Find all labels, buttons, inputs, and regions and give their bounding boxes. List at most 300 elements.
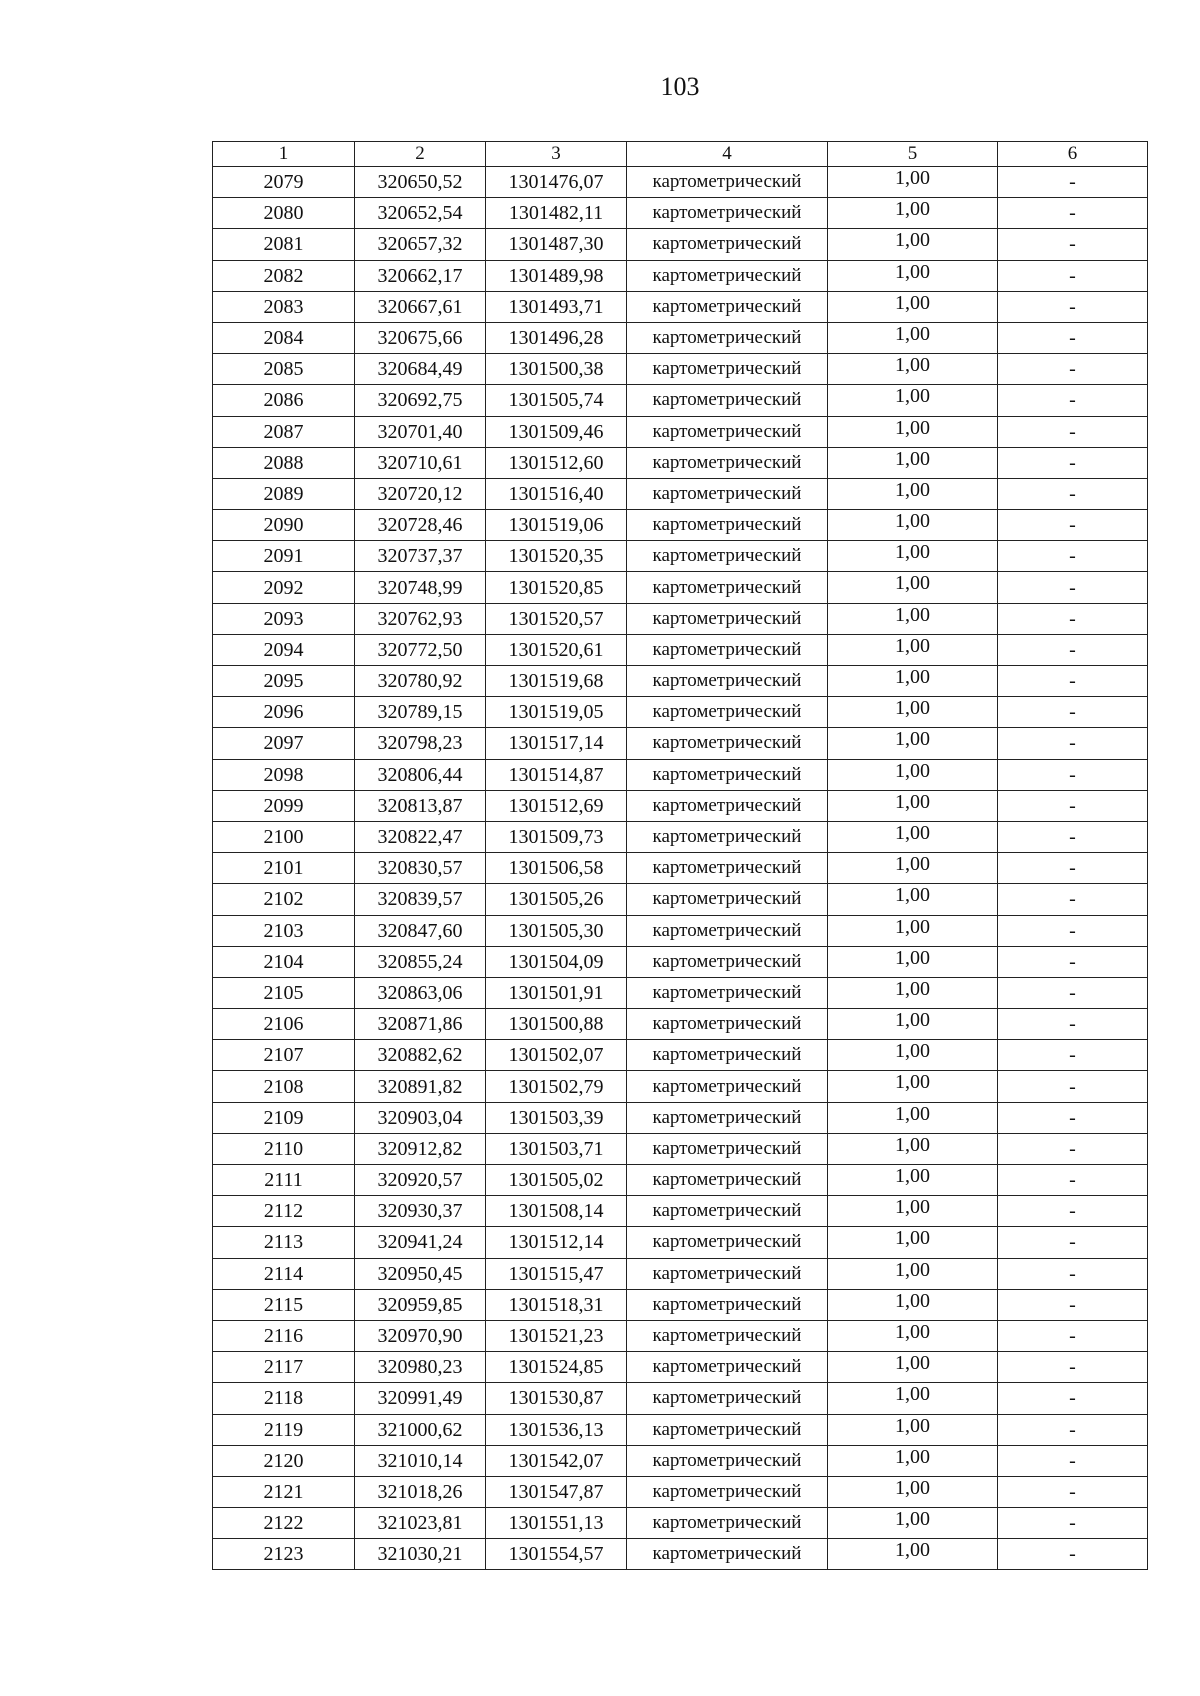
description-cell: - <box>998 1445 1148 1476</box>
description-cell: - <box>998 198 1148 229</box>
y-coordinate-cell: 1301512,14 <box>486 1227 627 1258</box>
column-header: 1 <box>213 142 355 167</box>
y-coordinate-cell: 1301520,35 <box>486 541 627 572</box>
x-coordinate-cell: 320652,54 <box>355 198 486 229</box>
x-coordinate-cell: 320830,57 <box>355 853 486 884</box>
accuracy-cell: 1,00 <box>828 1320 998 1351</box>
x-coordinate-cell: 320970,90 <box>355 1320 486 1351</box>
x-coordinate-cell: 320806,44 <box>355 759 486 790</box>
method-cell: картометрический <box>627 915 828 946</box>
x-coordinate-cell: 320941,24 <box>355 1227 486 1258</box>
description-cell: - <box>998 260 1148 291</box>
y-coordinate-cell: 1301514,87 <box>486 759 627 790</box>
table-row <box>213 1009 1148 1040</box>
table-row <box>213 478 1148 509</box>
accuracy-cell: 1,00 <box>828 1133 998 1164</box>
x-coordinate-cell: 320789,15 <box>355 697 486 728</box>
table-row <box>213 1071 1148 1102</box>
description-cell: - <box>998 728 1148 759</box>
y-coordinate-cell: 1301505,26 <box>486 884 627 915</box>
y-coordinate-cell: 1301517,14 <box>486 728 627 759</box>
x-coordinate-cell: 320762,93 <box>355 603 486 634</box>
x-coordinate-cell: 320748,99 <box>355 572 486 603</box>
method-cell: картометрический <box>627 1539 828 1570</box>
description-cell: - <box>998 634 1148 665</box>
point-number-cell: 2082 <box>213 260 355 291</box>
table-row <box>213 946 1148 977</box>
accuracy-cell: 1,00 <box>828 1165 998 1196</box>
y-coordinate-cell: 1301547,87 <box>486 1476 627 1507</box>
x-coordinate-cell: 320650,52 <box>355 167 486 198</box>
header-row <box>213 142 1148 167</box>
x-coordinate-cell: 320871,86 <box>355 1009 486 1040</box>
y-coordinate-cell: 1301551,13 <box>486 1508 627 1539</box>
point-number-cell: 2084 <box>213 322 355 353</box>
method-cell: картометрический <box>627 666 828 697</box>
description-cell: - <box>998 354 1148 385</box>
y-coordinate-cell: 1301512,69 <box>486 790 627 821</box>
y-coordinate-cell: 1301519,05 <box>486 697 627 728</box>
y-coordinate-cell: 1301503,39 <box>486 1102 627 1133</box>
point-number-cell: 2106 <box>213 1009 355 1040</box>
point-number-cell: 2109 <box>213 1102 355 1133</box>
x-coordinate-cell: 320772,50 <box>355 634 486 665</box>
table-row <box>213 634 1148 665</box>
x-coordinate-cell: 320959,85 <box>355 1289 486 1320</box>
x-coordinate-cell: 320701,40 <box>355 416 486 447</box>
table-row <box>213 1320 1148 1351</box>
table-row <box>213 167 1148 198</box>
y-coordinate-cell: 1301516,40 <box>486 478 627 509</box>
point-number-cell: 2092 <box>213 572 355 603</box>
accuracy-cell: 1,00 <box>828 229 998 260</box>
method-cell: картометрический <box>627 229 828 260</box>
table-row <box>213 1196 1148 1227</box>
accuracy-cell: 1,00 <box>828 821 998 852</box>
description-cell: - <box>998 1009 1148 1040</box>
accuracy-cell: 1,00 <box>828 728 998 759</box>
method-cell: картометрический <box>627 697 828 728</box>
x-coordinate-cell: 320662,17 <box>355 260 486 291</box>
method-cell: картометрический <box>627 977 828 1008</box>
accuracy-cell: 1,00 <box>828 510 998 541</box>
accuracy-cell: 1,00 <box>828 946 998 977</box>
description-cell: - <box>998 821 1148 852</box>
x-coordinate-cell: 320920,57 <box>355 1165 486 1196</box>
accuracy-cell: 1,00 <box>828 385 998 416</box>
description-cell: - <box>998 946 1148 977</box>
x-coordinate-cell: 320728,46 <box>355 510 486 541</box>
point-number-cell: 2085 <box>213 354 355 385</box>
accuracy-cell: 1,00 <box>828 416 998 447</box>
y-coordinate-cell: 1301515,47 <box>486 1258 627 1289</box>
description-cell: - <box>998 1383 1148 1414</box>
description-cell: - <box>998 759 1148 790</box>
table-row <box>213 1383 1148 1414</box>
table-row <box>213 1539 1148 1570</box>
column-header: 6 <box>998 142 1148 167</box>
method-cell: картометрический <box>627 572 828 603</box>
table-row <box>213 198 1148 229</box>
y-coordinate-cell: 1301520,57 <box>486 603 627 634</box>
table-row <box>213 1227 1148 1258</box>
point-number-cell: 2100 <box>213 821 355 852</box>
accuracy-cell: 1,00 <box>828 634 998 665</box>
accuracy-cell: 1,00 <box>828 198 998 229</box>
method-cell: картометрический <box>627 1352 828 1383</box>
point-number-cell: 2112 <box>213 1196 355 1227</box>
accuracy-cell: 1,00 <box>828 1227 998 1258</box>
description-cell: - <box>998 478 1148 509</box>
column-header: 2 <box>355 142 486 167</box>
accuracy-cell: 1,00 <box>828 915 998 946</box>
y-coordinate-cell: 1301554,57 <box>486 1539 627 1570</box>
accuracy-cell: 1,00 <box>828 1289 998 1320</box>
y-coordinate-cell: 1301519,06 <box>486 510 627 541</box>
table-row <box>213 510 1148 541</box>
accuracy-cell: 1,00 <box>828 1539 998 1570</box>
description-cell: - <box>998 572 1148 603</box>
table-row <box>213 447 1148 478</box>
x-coordinate-cell: 320863,06 <box>355 977 486 1008</box>
method-cell: картометрический <box>627 1476 828 1507</box>
x-coordinate-cell: 320667,61 <box>355 291 486 322</box>
point-number-cell: 2083 <box>213 291 355 322</box>
y-coordinate-cell: 1301542,07 <box>486 1445 627 1476</box>
point-number-cell: 2117 <box>213 1352 355 1383</box>
x-coordinate-cell: 321018,26 <box>355 1476 486 1507</box>
accuracy-cell: 1,00 <box>828 291 998 322</box>
accuracy-cell: 1,00 <box>828 1009 998 1040</box>
y-coordinate-cell: 1301508,14 <box>486 1196 627 1227</box>
y-coordinate-cell: 1301489,98 <box>486 260 627 291</box>
method-cell: картометрический <box>627 634 828 665</box>
x-coordinate-cell: 320720,12 <box>355 478 486 509</box>
description-cell: - <box>998 915 1148 946</box>
accuracy-cell: 1,00 <box>828 1383 998 1414</box>
table-row <box>213 1414 1148 1445</box>
description-cell: - <box>998 510 1148 541</box>
method-cell: картометрический <box>627 1258 828 1289</box>
y-coordinate-cell: 1301500,38 <box>486 354 627 385</box>
point-number-cell: 2103 <box>213 915 355 946</box>
table-row <box>213 603 1148 634</box>
table-row <box>213 1133 1148 1164</box>
description-cell: - <box>998 1258 1148 1289</box>
accuracy-cell: 1,00 <box>828 322 998 353</box>
y-coordinate-cell: 1301536,13 <box>486 1414 627 1445</box>
description-cell: - <box>998 541 1148 572</box>
method-cell: картометрический <box>627 946 828 977</box>
point-number-cell: 2080 <box>213 198 355 229</box>
method-cell: картометрический <box>627 884 828 915</box>
point-number-cell: 2108 <box>213 1071 355 1102</box>
point-number-cell: 2102 <box>213 884 355 915</box>
description-cell: - <box>998 167 1148 198</box>
y-coordinate-cell: 1301504,09 <box>486 946 627 977</box>
accuracy-cell: 1,00 <box>828 977 998 1008</box>
accuracy-cell: 1,00 <box>828 1352 998 1383</box>
point-number-cell: 2113 <box>213 1227 355 1258</box>
y-coordinate-cell: 1301505,02 <box>486 1165 627 1196</box>
accuracy-cell: 1,00 <box>828 1196 998 1227</box>
y-coordinate-cell: 1301505,30 <box>486 915 627 946</box>
accuracy-cell: 1,00 <box>828 1071 998 1102</box>
method-cell: картометрический <box>627 821 828 852</box>
y-coordinate-cell: 1301503,71 <box>486 1133 627 1164</box>
accuracy-cell: 1,00 <box>828 354 998 385</box>
method-cell: картометрический <box>627 510 828 541</box>
x-coordinate-cell: 320822,47 <box>355 821 486 852</box>
accuracy-cell: 1,00 <box>828 1414 998 1445</box>
point-number-cell: 2118 <box>213 1383 355 1414</box>
description-cell: - <box>998 1165 1148 1196</box>
description-cell: - <box>998 666 1148 697</box>
accuracy-cell: 1,00 <box>828 666 998 697</box>
table-row <box>213 1445 1148 1476</box>
point-number-cell: 2119 <box>213 1414 355 1445</box>
table-row <box>213 728 1148 759</box>
method-cell: картометрический <box>627 260 828 291</box>
y-coordinate-cell: 1301509,46 <box>486 416 627 447</box>
accuracy-cell: 1,00 <box>828 1102 998 1133</box>
y-coordinate-cell: 1301501,91 <box>486 977 627 1008</box>
accuracy-cell: 1,00 <box>828 260 998 291</box>
table-row <box>213 541 1148 572</box>
x-coordinate-cell: 320950,45 <box>355 1258 486 1289</box>
page-number: 103 <box>660 72 700 101</box>
table-row <box>213 1040 1148 1071</box>
point-number-cell: 2105 <box>213 977 355 1008</box>
method-cell: картометрический <box>627 1196 828 1227</box>
accuracy-cell: 1,00 <box>828 853 998 884</box>
description-cell: - <box>998 447 1148 478</box>
point-number-cell: 2094 <box>213 634 355 665</box>
point-number-cell: 2110 <box>213 1133 355 1164</box>
point-number-cell: 2096 <box>213 697 355 728</box>
accuracy-cell: 1,00 <box>828 697 998 728</box>
point-number-cell: 2114 <box>213 1258 355 1289</box>
accuracy-cell: 1,00 <box>828 1258 998 1289</box>
y-coordinate-cell: 1301505,74 <box>486 385 627 416</box>
description-cell: - <box>998 1196 1148 1227</box>
point-number-cell: 2099 <box>213 790 355 821</box>
accuracy-cell: 1,00 <box>828 572 998 603</box>
table-row <box>213 229 1148 260</box>
method-cell: картометрический <box>627 728 828 759</box>
point-number-cell: 2121 <box>213 1476 355 1507</box>
coordinates-table-container <box>212 141 1147 1570</box>
description-cell: - <box>998 1476 1148 1507</box>
y-coordinate-cell: 1301520,85 <box>486 572 627 603</box>
accuracy-cell: 1,00 <box>828 478 998 509</box>
y-coordinate-cell: 1301493,71 <box>486 291 627 322</box>
point-number-cell: 2090 <box>213 510 355 541</box>
accuracy-cell: 1,00 <box>828 1445 998 1476</box>
y-coordinate-cell: 1301519,68 <box>486 666 627 697</box>
x-coordinate-cell: 320930,37 <box>355 1196 486 1227</box>
point-number-cell: 2115 <box>213 1289 355 1320</box>
accuracy-cell: 1,00 <box>828 1508 998 1539</box>
method-cell: картометрический <box>627 1227 828 1258</box>
table-row <box>213 666 1148 697</box>
y-coordinate-cell: 1301521,23 <box>486 1320 627 1351</box>
x-coordinate-cell: 320903,04 <box>355 1102 486 1133</box>
table-body <box>213 167 1148 1570</box>
accuracy-cell: 1,00 <box>828 167 998 198</box>
x-coordinate-cell: 320692,75 <box>355 385 486 416</box>
accuracy-cell: 1,00 <box>828 884 998 915</box>
x-coordinate-cell: 320855,24 <box>355 946 486 977</box>
method-cell: картометрический <box>627 198 828 229</box>
table-row <box>213 884 1148 915</box>
description-cell: - <box>998 1071 1148 1102</box>
x-coordinate-cell: 320882,62 <box>355 1040 486 1071</box>
method-cell: картометрический <box>627 759 828 790</box>
description-cell: - <box>998 790 1148 821</box>
column-header: 3 <box>486 142 627 167</box>
x-coordinate-cell: 320891,82 <box>355 1071 486 1102</box>
description-cell: - <box>998 1320 1148 1351</box>
point-number-cell: 2120 <box>213 1445 355 1476</box>
description-cell: - <box>998 322 1148 353</box>
x-coordinate-cell: 320684,49 <box>355 354 486 385</box>
y-coordinate-cell: 1301518,31 <box>486 1289 627 1320</box>
table-row <box>213 572 1148 603</box>
method-cell: картометрический <box>627 322 828 353</box>
description-cell: - <box>998 603 1148 634</box>
table-row <box>213 853 1148 884</box>
point-number-cell: 2086 <box>213 385 355 416</box>
y-coordinate-cell: 1301502,79 <box>486 1071 627 1102</box>
point-number-cell: 2091 <box>213 541 355 572</box>
accuracy-cell: 1,00 <box>828 1040 998 1071</box>
method-cell: картометрический <box>627 1133 828 1164</box>
column-header: 5 <box>828 142 998 167</box>
table-row <box>213 1352 1148 1383</box>
x-coordinate-cell: 321010,14 <box>355 1445 486 1476</box>
point-number-cell: 2079 <box>213 167 355 198</box>
table-row <box>213 291 1148 322</box>
x-coordinate-cell: 320710,61 <box>355 447 486 478</box>
accuracy-cell: 1,00 <box>828 603 998 634</box>
x-coordinate-cell: 321023,81 <box>355 1508 486 1539</box>
point-number-cell: 2087 <box>213 416 355 447</box>
point-number-cell: 2089 <box>213 478 355 509</box>
description-cell: - <box>998 229 1148 260</box>
method-cell: картометрический <box>627 1445 828 1476</box>
method-cell: картометрический <box>627 1009 828 1040</box>
table-row <box>213 354 1148 385</box>
method-cell: картометрический <box>627 385 828 416</box>
point-number-cell: 2093 <box>213 603 355 634</box>
description-cell: - <box>998 1133 1148 1164</box>
table-row <box>213 977 1148 1008</box>
point-number-cell: 2095 <box>213 666 355 697</box>
accuracy-cell: 1,00 <box>828 759 998 790</box>
method-cell: картометрический <box>627 1414 828 1445</box>
description-cell: - <box>998 884 1148 915</box>
description-cell: - <box>998 1414 1148 1445</box>
method-cell: картометрический <box>627 1040 828 1071</box>
method-cell: картометрический <box>627 447 828 478</box>
table-row <box>213 1258 1148 1289</box>
x-coordinate-cell: 320657,32 <box>355 229 486 260</box>
x-coordinate-cell: 320912,82 <box>355 1133 486 1164</box>
method-cell: картометрический <box>627 1071 828 1102</box>
table-row <box>213 821 1148 852</box>
description-cell: - <box>998 416 1148 447</box>
x-coordinate-cell: 320980,23 <box>355 1352 486 1383</box>
table-row <box>213 385 1148 416</box>
description-cell: - <box>998 853 1148 884</box>
method-cell: картометрический <box>627 1165 828 1196</box>
table-row <box>213 322 1148 353</box>
method-cell: картометрический <box>627 1102 828 1133</box>
description-cell: - <box>998 977 1148 1008</box>
table-row <box>213 1508 1148 1539</box>
method-cell: картометрический <box>627 1383 828 1414</box>
method-cell: картометрический <box>627 603 828 634</box>
point-number-cell: 2116 <box>213 1320 355 1351</box>
point-number-cell: 2098 <box>213 759 355 790</box>
y-coordinate-cell: 1301506,58 <box>486 853 627 884</box>
method-cell: картометрический <box>627 478 828 509</box>
description-cell: - <box>998 697 1148 728</box>
method-cell: картометрический <box>627 541 828 572</box>
description-cell: - <box>998 1040 1148 1071</box>
accuracy-cell: 1,00 <box>828 1476 998 1507</box>
method-cell: картометрический <box>627 416 828 447</box>
method-cell: картометрический <box>627 1289 828 1320</box>
description-cell: - <box>998 1508 1148 1539</box>
table-row <box>213 1165 1148 1196</box>
point-number-cell: 2088 <box>213 447 355 478</box>
point-number-cell: 2123 <box>213 1539 355 1570</box>
accuracy-cell: 1,00 <box>828 541 998 572</box>
table-row <box>213 915 1148 946</box>
accuracy-cell: 1,00 <box>828 790 998 821</box>
x-coordinate-cell: 320991,49 <box>355 1383 486 1414</box>
column-header: 4 <box>627 142 828 167</box>
point-number-cell: 2101 <box>213 853 355 884</box>
point-number-cell: 2097 <box>213 728 355 759</box>
description-cell: - <box>998 1289 1148 1320</box>
method-cell: картометрический <box>627 167 828 198</box>
x-coordinate-cell: 320813,87 <box>355 790 486 821</box>
point-number-cell: 2111 <box>213 1165 355 1196</box>
description-cell: - <box>998 1227 1148 1258</box>
description-cell: - <box>998 385 1148 416</box>
y-coordinate-cell: 1301502,07 <box>486 1040 627 1071</box>
table-row <box>213 697 1148 728</box>
x-coordinate-cell: 321030,21 <box>355 1539 486 1570</box>
y-coordinate-cell: 1301482,11 <box>486 198 627 229</box>
x-coordinate-cell: 320847,60 <box>355 915 486 946</box>
point-number-cell: 2122 <box>213 1508 355 1539</box>
y-coordinate-cell: 1301530,87 <box>486 1383 627 1414</box>
accuracy-cell: 1,00 <box>828 447 998 478</box>
y-coordinate-cell: 1301487,30 <box>486 229 627 260</box>
method-cell: картометрический <box>627 1320 828 1351</box>
y-coordinate-cell: 1301509,73 <box>486 821 627 852</box>
point-number-cell: 2081 <box>213 229 355 260</box>
y-coordinate-cell: 1301512,60 <box>486 447 627 478</box>
method-cell: картометрический <box>627 354 828 385</box>
y-coordinate-cell: 1301496,28 <box>486 322 627 353</box>
method-cell: картометрический <box>627 790 828 821</box>
point-number-cell: 2107 <box>213 1040 355 1071</box>
